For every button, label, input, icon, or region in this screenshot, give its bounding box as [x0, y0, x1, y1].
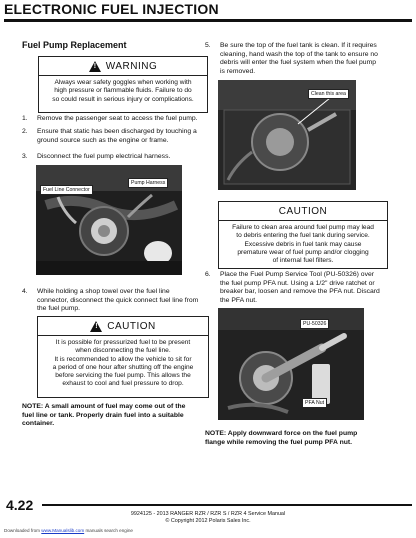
caution-box-2: [218, 201, 388, 269]
caution-line: Failure to clean area around fuel pump may lead: [232, 224, 374, 231]
caution-heading-row: [219, 202, 387, 221]
step-6: [205, 271, 405, 305]
step-5: [205, 42, 405, 76]
caution-line: It is recommended to allow the vehicle to sit for: [54, 355, 192, 363]
caution-text: [219, 221, 387, 268]
fuel-pump-harness-photo: [36, 165, 182, 275]
page-header-title: ELECTRONIC FUEL INJECTION: [4, 1, 219, 17]
footer-rule: [42, 504, 412, 506]
step-text: Remove the passenger seat to access the fuel pump.: [37, 115, 198, 122]
note-line: flange while removing the fuel pump PFA nut.: [205, 438, 353, 446]
caution-line: when disconnecting the fuel line.: [75, 347, 171, 355]
caution-line: before servicing the fuel pump. This allows the: [55, 372, 191, 380]
caution-box-1: [37, 316, 209, 398]
note-line: NOTE: A small amount of fuel may come out of the: [22, 403, 186, 410]
download-credit: [4, 528, 133, 533]
step-text: is removed.: [220, 67, 256, 75]
step-text: Ensure that static has been discharged by touching a: [37, 128, 197, 135]
fuel-line-connector-label: Fuel Line Connector: [40, 185, 93, 195]
step-number: 1.: [22, 115, 28, 122]
step-text: Place the Fuel Pump Service Tool (PU-50326) over: [220, 271, 375, 278]
warning-triangle-icon: !: [89, 61, 101, 72]
copyright-notice: © Copyright 2012 Polaris Sales Inc.: [165, 518, 251, 524]
caution-line: to debris entering the fuel tank during service.: [236, 232, 370, 240]
pfa-nut-removal-photo: [218, 308, 364, 420]
caution-line: a period of one hour after shutting off the engine: [52, 363, 194, 371]
fuel-tank-top-photo: [218, 80, 356, 190]
note-line: container.: [22, 420, 55, 428]
step-text: cleaning, hand wash the top of the tank to ensure no: [220, 50, 378, 58]
step-number: 2.: [22, 128, 28, 135]
caution-line: Excessive debris in fuel tank may cause: [244, 240, 362, 248]
header-rule: [4, 19, 412, 22]
caution-line: premature wear of fuel pump and/or clogging: [237, 248, 369, 256]
step-number: 5.: [205, 42, 211, 49]
caution-heading: CAUTION: [278, 205, 328, 217]
manual-title: 9924125 - 2013 RANGER RZR / RZR S / RZR 4 Service Manual: [130, 511, 286, 517]
warning-heading: WARNING: [105, 60, 158, 72]
caution-line: exhaust to cool and fuel pressure to drop.: [62, 380, 184, 388]
download-suffix: manuals search engine: [85, 528, 133, 533]
pump-harness-label: Pump Harness: [128, 178, 168, 188]
step-text: breaker bar, loosen and remove the PFA nut. Discard: [220, 288, 380, 296]
photo-illustration: [218, 308, 364, 420]
caution-text: [38, 336, 208, 392]
warning-line: Always wear safety goggles when working with: [54, 79, 192, 86]
step-text: While holding a shop towel over the fuel line: [37, 288, 170, 295]
manualslib-link[interactable]: www.Manualslib.com: [41, 528, 85, 533]
step-text: connector, disconnect the quick connect fuel line from: [37, 296, 199, 304]
caution-line: It is possible for pressurized fuel to be present: [55, 339, 191, 346]
step-number: 6.: [205, 271, 211, 278]
page-number: 4.22: [6, 497, 34, 513]
step-4: [22, 288, 212, 314]
warning-text: [39, 76, 207, 107]
step-text: ground source such as the engine or frame.: [37, 136, 169, 144]
note-downward-force: [205, 430, 405, 447]
step-number: 4.: [22, 288, 28, 295]
section-title: Fuel Pump Replacement: [22, 40, 127, 50]
download-prefix: Downloaded from: [4, 528, 41, 533]
caution-triangle-icon: !: [90, 321, 102, 332]
step-text: debris will enter the fuel system when the fuel pump: [220, 59, 377, 67]
step-3: [22, 153, 212, 162]
step-number: 3.: [22, 153, 28, 160]
caution-line: of internal fuel filters.: [272, 257, 334, 265]
step-text: the fuel pump.: [37, 305, 81, 313]
warning-line: so could result in serious injury or complications.: [52, 95, 194, 103]
note-line: NOTE: Apply downward force on the fuel pump: [205, 430, 358, 437]
step-text: the fuel pump PFA nut. Using a 1/2" drive ratchet or: [220, 279, 375, 287]
step-text: Be sure the top of the fuel tank is clean. If it requires: [220, 42, 377, 49]
step-1: [22, 115, 212, 124]
step-text: Disconnect the fuel pump electrical harness.: [37, 153, 171, 160]
caution-heading-row: [38, 317, 208, 336]
warning-box: [38, 56, 208, 113]
pu-50326-tool-label: PU-50326: [300, 319, 329, 329]
step-text: the PFA nut.: [220, 296, 258, 304]
note-fuel-drain: [22, 403, 214, 429]
warning-heading-row: [39, 57, 207, 76]
pfa-nut-label: PFA Nut: [302, 398, 327, 408]
warning-line: high pressure or flammable fluids. Failure to do: [54, 87, 192, 95]
step-2: [22, 128, 212, 145]
note-line: fuel line or tank. Properly drain fuel into a suitable: [22, 411, 184, 419]
caution-heading: CAUTION: [107, 320, 156, 332]
clean-area-label: Clean this area: [308, 89, 349, 99]
